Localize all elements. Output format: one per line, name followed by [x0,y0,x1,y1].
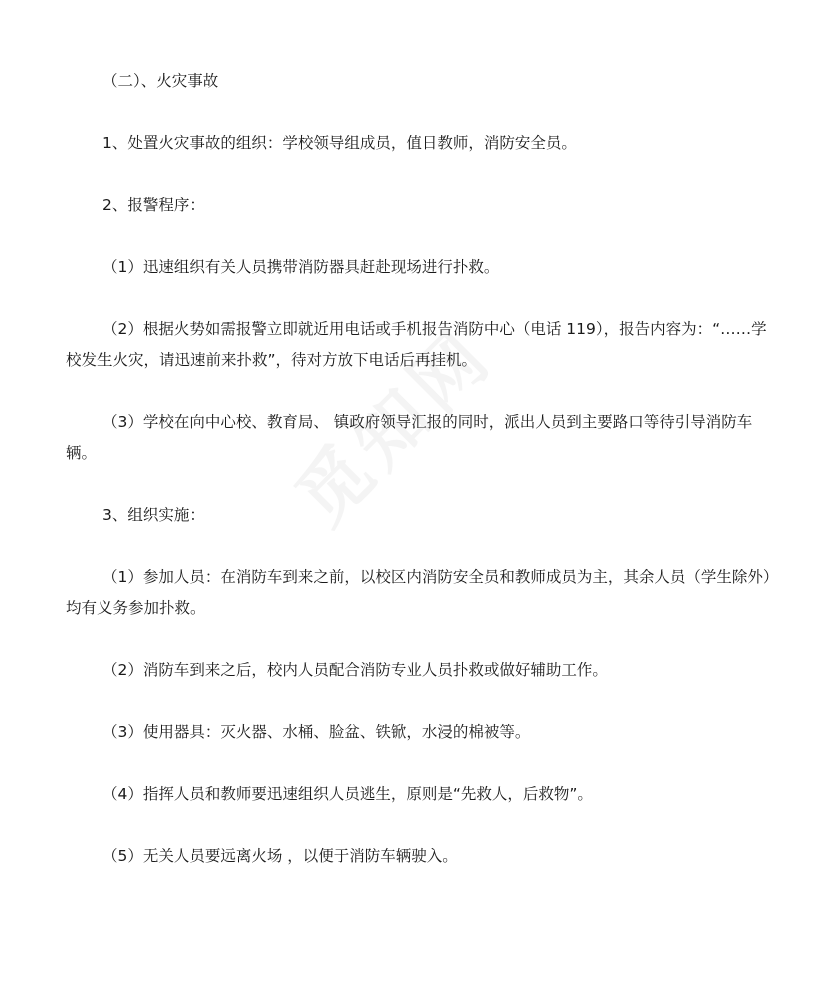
paragraph-implementation-step-5: （5）无关人员要远离火场 ，以便于消防车辆驶入。 [102,847,458,865]
section-heading: （二）、火灾事故 [102,72,219,90]
paragraph-alarm-step-3: （3）学校在向中心校、教育局、 镇政府领导汇报的同时，派出人员到主要路口等待引导消防车辆。 [66,413,753,462]
paragraph-alarm-step-1: （1）迅速组织有关人员携带消防器具赶赴现场进行扑救。 [102,258,500,276]
paragraph-implementation-step-1: （1）参加人员：在消防车到来之前，以校区内消防安全员和教师成员为主，其余人员（学生除外）均有义务参加扑救。 [66,568,771,617]
paragraph-implementation-step-3: （3）使用器具：灭火器、水桶、脸盆、铁锨，水浸的棉被等。 [102,723,531,741]
paragraph-implementation-step-2: （2）消防车到来之后，校内人员配合消防专业人员扑救或做好辅助工作。 [102,661,608,679]
paragraph-implementation: 3、组织实施： [102,506,205,524]
paragraph-alarm-procedure: 2、报警程序： [102,196,205,214]
paragraph-alarm-step-2: （2）根据火势如需报警立即就近用电话或手机报告消防中心（电话 119），报告内容为：“……学校发生火灾，请迅速前来扑救”，待对方放下电话后再挂机。 [66,320,767,369]
paragraph-organization: 1、处置火灾事故的组织：学校领导组成员，值日教师，消防安全员。 [102,134,577,152]
paragraph-implementation-step-4: （4）指挥人员和教师要迅速组织人员逃生，原则是“先救人，后救物”。 [102,785,593,803]
